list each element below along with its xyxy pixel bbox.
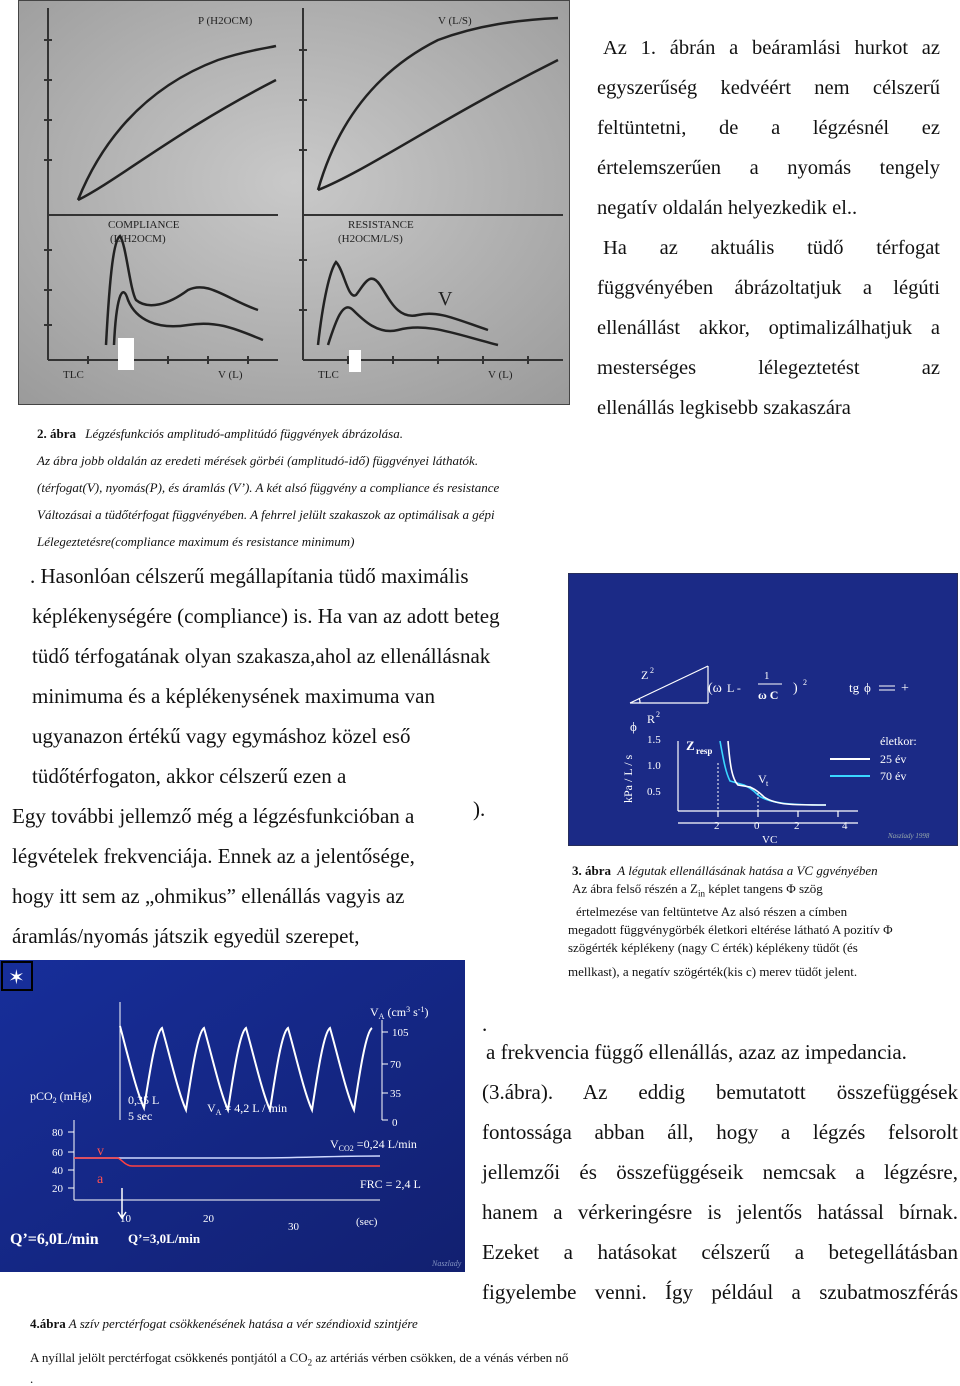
a-label: a: [97, 1172, 104, 1187]
left-tick: 60: [52, 1147, 63, 1159]
v-l-label-right: V (L): [488, 369, 513, 381]
left-tick: 20: [52, 1183, 63, 1195]
tg-label: tg: [849, 680, 860, 695]
figure-3-caption-line: szögérték képlékeny (nagy C érték) képlékeny tüdőt (és: [568, 939, 858, 955]
figure-2-number: 2. ábra: [37, 426, 76, 441]
text-line: minimuma és a képlékenysének maximuma van: [32, 684, 435, 708]
figure-4: [0, 960, 465, 1272]
figure-4-caption: [30, 1315, 730, 1386]
figure-4-caption-line: A szív perctérfogat csökkenésének hatása a vér széndioxid szintjére: [65, 1316, 418, 1331]
optimal-marker-left: [118, 338, 134, 370]
dose-time: 5 sec: [128, 1109, 153, 1123]
compliance-label: COMPLIANCE: [108, 219, 180, 231]
legend-70: 70 év: [880, 769, 907, 783]
figure-2-caption-line: Változásai a tüdőtérfogat függvényében. A fehrrel jelült szakaszok az optimálisak a gépi: [37, 507, 495, 522]
text-line: hogy itt sem az „ohmikus” ellenállás vagyis az: [12, 884, 405, 908]
text-line: . Hasonlóan célszerű megállapítania tüdő maximális: [30, 564, 469, 588]
text-line: ellenállás legkisebb szakaszára: [597, 397, 851, 419]
time-unit: (sec): [356, 1216, 378, 1228]
h2ocm-label: P (H2OCM): [198, 15, 253, 27]
text-line: légvételek frekvenciája. Ennek az a jelentősége,: [12, 844, 415, 868]
figure-3: [568, 573, 958, 846]
formula-one: 1: [764, 670, 770, 682]
vt-sub: t: [766, 779, 769, 788]
y-tick: 0.5: [647, 786, 661, 798]
text-line: egyszerűség kedvéért nem célszerű: [597, 77, 940, 99]
x-axis-label: VC: [762, 834, 778, 846]
vco2-eq: $V_{CO2} =0,24$ L/min: [330, 1137, 417, 1153]
figure-4-caption-line: A nyíllal jelölt perctérfogat csökkenés pontjától a CO: [30, 1350, 308, 1365]
figure-4-caption-sub: 2: [307, 1357, 313, 1368]
q2-label: Q’=3,0L/min: [128, 1231, 201, 1246]
figure-4-credit: Naszlady: [432, 1259, 462, 1268]
closing-paren: ).: [473, 797, 486, 821]
figure-3-caption-line: értelmezése van feltüntetve Az alsó részen a címben: [576, 903, 848, 919]
y-tick: 1.5: [647, 734, 661, 746]
vt-label: V: [758, 772, 767, 786]
right-paragraph: [597, 28, 940, 428]
text-line: figyelembe venni. Így például a szubatmoszférás: [482, 1280, 958, 1304]
va-label: $V_A$ ($cm^3$ $s^{-1}$): [370, 1005, 429, 1021]
figure-2-caption-line: Az ábra jobb oldalán az eredeti mérések görbéi (amplitudó-idő) függvényei láthatók.: [37, 453, 479, 468]
figure-3-caption-line: Az ábra felső részén a Z: [572, 881, 698, 896]
figure-4-chart: [0, 960, 465, 1272]
q1-label: Q’=6,0L/min: [10, 1231, 99, 1248]
text-line: hanem a vérkeringésre is jelentős hatással bírnak.: [482, 1200, 958, 1224]
right-tick: 0: [392, 1117, 398, 1129]
left-tick: 40: [52, 1165, 63, 1177]
dose-label: 0,35 L: [128, 1093, 160, 1107]
tlc-label-left: TLC: [63, 369, 84, 381]
figure-2-caption: [37, 426, 597, 561]
figure-2-caption-line: (térfogat(V), nyomás(P), és áramlás (V’). A két alsó függvény a compliance és resistance: [37, 480, 500, 495]
text-line: .: [482, 1012, 488, 1036]
text-line: mesterséges lélegeztetést az: [597, 357, 940, 379]
text-line: feltüntetni, de a légzésnél ez: [597, 117, 940, 139]
figure-3-caption-sub: in: [697, 888, 705, 899]
text-line: Ezeket a hatásokat célszerű a betegellátásban: [482, 1240, 958, 1264]
frc-label: FRC = 2,4 L: [360, 1177, 421, 1191]
star-icon: ✶: [8, 967, 25, 989]
x-tick: 20: [203, 1213, 214, 1225]
figure-3-credit: Naszlady 1998: [888, 832, 930, 840]
middle-paragraph: [12, 556, 572, 956]
figure-2-caption-line: Lélegeztetésre(compliance maximum és resistance minimum): [37, 534, 355, 549]
zresp-sub: resp: [696, 746, 713, 756]
x-tick: 0: [754, 820, 760, 832]
text-line: Az 1. ábrán a beáramlási hurkot az: [603, 37, 940, 59]
text-line: a frekvencia függő ellenállás, azaz az impedancia.: [486, 1040, 907, 1064]
z2-label: Z: [641, 668, 649, 682]
x-tick: 10: [120, 1213, 131, 1225]
legend-25: 25 év: [880, 752, 907, 766]
formula-open: (ω: [708, 681, 722, 696]
v-handwritten: V: [438, 288, 453, 310]
pco2-label: pCO$_2$ (mHg): [30, 1089, 92, 1105]
text-line: ugyanazon értékű vagy egymáshoz közel eső: [32, 724, 411, 748]
optimal-marker-right: [349, 350, 361, 372]
text-line: tüdő térfogatának olyan szakasza,ahol az ellenállásnak: [32, 644, 491, 668]
flow-label: V (L/S): [438, 15, 472, 27]
x-tick: 2: [794, 820, 800, 832]
y-tick: 1.0: [647, 760, 661, 772]
text-line: Egy további jellemző még a légzésfunkcióban a: [12, 804, 415, 828]
text-line: jellemzői és összefüggéseik nemcsak a légzésre,: [482, 1160, 958, 1184]
compliance-unit: (L/H2OCM): [110, 233, 166, 245]
text-line: áramlás/nyomás játszik egyedül szerepet,: [12, 924, 360, 948]
text-line: negatív oldalán helyezkedik el..: [597, 197, 858, 219]
text-line: értelemszerűen a nyomás tengely: [597, 157, 940, 179]
figure-3-caption-line: A légutak ellenállásának hatása a VC ggvényében: [617, 863, 878, 878]
va-eq: $V_A = 4,2$ L / min: [207, 1101, 288, 1117]
zresp-label: Z: [686, 738, 695, 753]
x-tick: 30: [288, 1221, 299, 1233]
text-line: képlékenységére (compliance) is. Ha van az adott beteg: [32, 604, 500, 628]
r2-sup: 2: [656, 710, 660, 719]
figure-3-caption: [568, 862, 960, 981]
legend-title: életkor:: [880, 734, 917, 748]
left-tick: 80: [52, 1127, 63, 1139]
text-line: fontossága abban áll, hogy a légzés felsorolt: [482, 1120, 958, 1144]
y-axis-label: kPa / L / s: [621, 754, 635, 803]
trailing-dot: .: [30, 1370, 34, 1386]
resistance-unit: (H2OCM/L/S): [338, 233, 403, 245]
figure-4-number: 4.ábra: [30, 1316, 66, 1331]
right-tick: 35: [390, 1088, 401, 1100]
phi-label: ϕ: [630, 719, 637, 734]
figure-3-caption-line: megadott függvénygörbék életkori eltérése látható A pozitív Φ: [568, 921, 893, 937]
z2-sup: 2: [650, 666, 654, 675]
tg-phi: ϕ: [864, 680, 871, 695]
figure-4-caption-line: az artériás vérben csökken, de a vénás vérben nő: [312, 1350, 569, 1365]
x-tick: 2: [714, 820, 720, 832]
v-label: v: [97, 1144, 104, 1159]
r2-label: R: [647, 712, 656, 726]
figure-3-chart: [568, 573, 958, 846]
text-line: ellenállást akkor, optimalizálhatjuk a: [597, 317, 940, 339]
right-tick: 70: [390, 1059, 401, 1071]
bottom-paragraph: [482, 1012, 958, 1312]
figure-2-caption-line: Légzésfunkciós amplitudó-amplitúdó függvények ábrázolása.: [85, 426, 403, 441]
formula-omega-c: ω C: [758, 688, 779, 702]
figure-2: [18, 0, 570, 405]
figure-3-number: 3. ábra: [572, 863, 611, 878]
text-line: Ha az aktuális tüdő térfogat: [603, 237, 940, 259]
figure-3-caption-line: mellkast), a negatív szögérték(kis c) merev tüdőt jelent.: [568, 963, 858, 979]
tlc-label-right: TLC: [318, 369, 339, 381]
v-l-label-left: V (L): [218, 369, 243, 381]
right-tick: 105: [392, 1027, 409, 1039]
x-tick: 4: [842, 820, 848, 832]
resistance-label: RESISTANCE: [348, 219, 414, 231]
formula-close: ): [793, 681, 798, 696]
plus-sign: +: [901, 681, 909, 696]
text-line: függvényében ábrázoltatjuk a légúti: [597, 277, 940, 299]
figure-2-image: [18, 0, 570, 405]
text-line: (3.ábra). Az eddig bemutatott összefüggések: [482, 1080, 958, 1104]
figure-3-caption-line: képlet tangens Φ szög: [704, 881, 823, 896]
text-line: tüdőtérfogaton, akkor célszerű ezen a: [32, 764, 347, 788]
formula-sup: 2: [803, 678, 807, 687]
formula-l: L -: [727, 681, 741, 695]
